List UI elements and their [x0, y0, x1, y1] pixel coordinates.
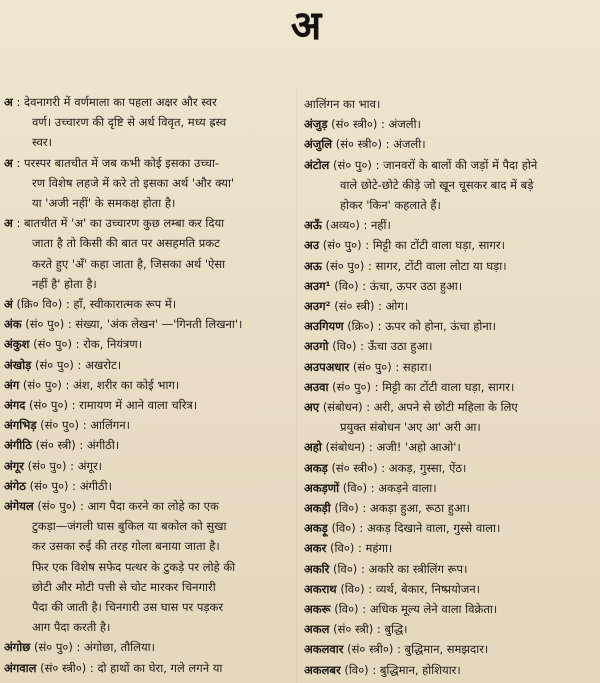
entry-definition-text: (सं० स्त्री) : ओग। — [334, 299, 409, 314]
entry-headword: अकर — [304, 541, 327, 556]
entry-line — [4, 435, 292, 455]
entry-line — [304, 256, 596, 276]
entry-line — [4, 476, 292, 496]
entry-headword: अ — [4, 95, 13, 109]
entry-definition-text: (सं० पु०) : मिट्टी का टोंटी वाला घड़ा, सागर। — [322, 238, 505, 253]
entry-headword: अकल — [304, 622, 330, 637]
dictionary-entry — [4, 153, 292, 214]
entry-definition-text: (सं० पु०) : आग पैदा करने का लोहे का एक — [37, 499, 219, 514]
entry-headword: अकड़णों — [304, 480, 340, 495]
entry-line — [4, 456, 292, 476]
entry-definition-text: (सं० स्त्री०) : अंजली। — [335, 137, 426, 152]
entry-headword: अंगेयल — [4, 499, 34, 514]
entry-line — [304, 639, 596, 659]
entry-definition-text: (सं० स्त्री) : बुद्धि। — [333, 622, 408, 637]
dictionary-entry — [304, 94, 596, 114]
dictionary-entry — [4, 415, 292, 435]
dictionary-entry — [4, 355, 292, 375]
entry-line — [304, 94, 596, 114]
entry-line — [4, 314, 292, 334]
entry-line — [304, 336, 596, 356]
entry-definition-text: (सं० पु०) : सागर, टोंटी वाला लोटा या घड़ा। — [325, 258, 507, 273]
entry-headword: अ — [4, 155, 13, 170]
left-column — [4, 92, 292, 678]
dictionary-entry — [304, 357, 596, 377]
dictionary-entry — [4, 637, 292, 657]
entry-line — [4, 193, 292, 213]
entry-headword: अकलबर — [304, 662, 341, 677]
entry-line — [4, 415, 292, 435]
dictionary-entry — [304, 336, 596, 356]
entry-line — [304, 276, 596, 296]
entry-headword: अकराथ — [304, 581, 337, 596]
entry-line — [304, 538, 596, 558]
entry-line — [4, 92, 292, 112]
entry-headword: अंगभिड़ — [4, 418, 37, 433]
entry-line — [304, 134, 596, 154]
entry-definition-text: आग पैदा करती है। — [32, 620, 111, 635]
entry-line — [4, 254, 292, 274]
entry-headword: अ — [4, 216, 13, 231]
entry-definition-text: (संबोधन) : अजी! 'अहो आओ'। — [325, 440, 461, 455]
entry-line — [304, 377, 596, 397]
dictionary-entry — [304, 276, 596, 296]
entry-definition-text: : देवनागरी में वर्णमाला का पहला अक्षर और स्वर — [16, 95, 217, 109]
entry-definition-text: (संबोधन) : अरी, अपने से छोटी महिला के लिए — [322, 400, 518, 415]
dictionary-entry — [304, 296, 596, 316]
entry-line — [4, 375, 292, 395]
entry-headword: अंगवाल — [4, 660, 37, 675]
entry-headword: अंगूर — [4, 458, 24, 473]
entry-definition-text: (सं० स्त्री) : अंगीठी। — [35, 438, 120, 453]
entry-definition-text: वाले छोटे-छोटे कीड़े जो खून चूसकर बाद में बड़े — [340, 177, 534, 192]
dictionary-entry — [4, 294, 292, 314]
entry-line — [4, 536, 292, 556]
entry-headword: अं — [4, 297, 13, 312]
entry-line — [304, 397, 596, 417]
entry-headword: अंगद — [4, 398, 26, 413]
entry-definition-text: जाता है तो किसी की बात पर असहमति प्रकट — [32, 236, 220, 251]
entry-definition-text: करते हुए 'अँ' कहा जाता है, जिसका अर्थ 'ऐसा — [32, 256, 226, 271]
dictionary-entry — [304, 458, 596, 478]
entry-definition-text: (वि०) : अधिक मूल्य लेने वाला विक्रेता। — [334, 602, 498, 617]
right-column — [304, 94, 596, 680]
entry-headword: अकड़ी — [304, 501, 331, 516]
entry-definition-text: (सं० पु०) : संख्या, 'अंक लेखन' —'गिनती लिखना'। — [25, 317, 243, 332]
entry-definition-text: होकर 'किन' कहलाते हैं। — [340, 198, 441, 213]
entry-headword: अऊँ — [304, 218, 322, 233]
entry-line — [4, 274, 292, 294]
entry-headword: अंगीठि — [4, 438, 32, 453]
entry-definition-text: (सं० पु०) : रोक, नियंत्रण। — [33, 337, 143, 352]
entry-definition-text: (वि०) : ऊंचा, ऊपर उठा हुआ। — [334, 278, 463, 293]
section-letter-heading: अ — [290, 2, 322, 49]
dictionary-entry — [304, 660, 596, 680]
entry-line — [304, 296, 596, 316]
entry-line — [304, 114, 596, 134]
entry-headword: अउगो — [304, 339, 329, 354]
entry-definition-text: (वि०) : अकड़ने वाला। — [342, 480, 437, 495]
entry-definition-text: नहीं है' होता है। — [32, 276, 97, 291]
entry-headword: अकड़ — [304, 460, 328, 475]
dictionary-entry — [304, 316, 596, 336]
entry-definition-text: : परस्पर बातचीत में जब कभी कोई इसका उच्चा- — [16, 155, 220, 170]
entry-definition-text: फिर एक विशेष सफेद पत्थर के टुकड़े पर लोहे की — [32, 559, 236, 574]
entry-definition-text: (सं० स्त्री०) : बुद्धिमान, समझदार। — [347, 642, 489, 657]
entry-definition-text: (सं० पु०) : अंश, शरीर का कोई भाग। — [22, 377, 180, 392]
entry-definition-text: (सं० पु०) : जानवरों के बालों की जड़ों में पैदा होने — [333, 157, 538, 172]
entry-headword: अंजुड़ — [304, 117, 328, 132]
entry-line — [304, 437, 596, 457]
entry-definition-text: पैदा की जाती है। चिनगारी उस घास पर पड़कर — [32, 600, 224, 615]
dictionary-entry — [304, 256, 596, 276]
entry-line — [4, 637, 292, 657]
dictionary-entry — [4, 92, 292, 153]
entry-line — [304, 316, 596, 336]
dictionary-entry — [304, 377, 596, 397]
entry-definition-text: (सं० पु०) : सहारा। — [352, 359, 432, 374]
entry-definition-text: स्वर। — [32, 135, 52, 150]
dictionary-entry — [304, 579, 596, 599]
dictionary-entry — [304, 639, 596, 659]
entry-definition-text: वर्ण। उच्चारण की दृष्टि से अर्ध विवृत, मध्य ह्रस्व — [32, 115, 227, 130]
dictionary-entry — [304, 155, 596, 216]
entry-line — [4, 395, 292, 415]
entry-definition-text: (क्रि०) : ऊपर को होना, ऊंचा होना। — [347, 319, 497, 334]
entry-line — [4, 112, 292, 132]
entry-headword: अऊ — [304, 258, 322, 273]
dictionary-entry — [304, 538, 596, 558]
entry-line — [304, 417, 596, 437]
entry-line — [4, 496, 292, 516]
entry-headword: अकलवार — [304, 642, 344, 657]
entry-line — [4, 557, 292, 577]
dictionary-entry — [4, 456, 292, 476]
entry-headword: अउगियण — [304, 319, 344, 334]
entry-definition-text: (वि०) : ऊँचा उठा हुआ। — [332, 339, 433, 354]
entry-line — [4, 132, 292, 152]
dictionary-entry — [304, 235, 596, 255]
entry-headword: अंजुलि — [304, 137, 333, 152]
entry-headword: अकरि — [304, 561, 330, 576]
entry-headword: अउपअधार — [304, 359, 350, 374]
entry-definition-text: (अव्य०) : नहीं। — [325, 218, 391, 233]
entry-line — [4, 658, 292, 678]
dictionary-entry — [4, 334, 292, 354]
dictionary-entry — [304, 559, 596, 579]
entry-line — [4, 355, 292, 375]
dictionary-entry — [304, 599, 596, 619]
column-gutter — [296, 86, 298, 683]
entry-headword: अंग — [4, 377, 20, 392]
dictionary-entry — [304, 134, 596, 154]
entry-definition-text: प्रयुक्त संबोधन 'अए आ' अरी आ। — [340, 420, 481, 435]
dictionary-entry — [304, 437, 596, 457]
entry-definition-text: (वि०) : व्यर्थ, बेकार, निष्प्रयोजन। — [340, 581, 481, 596]
entry-definition-text: (सं० पु०) : अंगोछा, तौलिया। — [33, 640, 155, 655]
dictionary-entry — [4, 658, 292, 678]
entry-definition-text: (सं० स्त्री०) : अकड़, गुस्सा, ऐंठ। — [331, 460, 467, 475]
entry-line — [304, 498, 596, 518]
dictionary-entry — [4, 395, 292, 415]
entry-line — [304, 518, 596, 538]
entry-definition-text: आलिंगन का भाव। — [304, 97, 381, 111]
dictionary-entry — [304, 478, 596, 498]
dictionary-entry — [4, 435, 292, 455]
entry-definition-text: (सं० पु०) : अखरोट। — [34, 357, 122, 372]
entry-line — [304, 660, 596, 680]
entry-definition-text: टुकड़ा—जंगली घास बुकिल या बकोल को सुखा — [32, 519, 227, 534]
entry-definition-text: (वि०) : महंगा। — [329, 541, 393, 556]
dictionary-entry — [4, 496, 292, 637]
entry-line — [4, 153, 292, 173]
dictionary-entry — [304, 518, 596, 538]
entry-line — [304, 619, 596, 639]
entry-headword: अउग² — [304, 299, 331, 314]
entry-definition-text: (क्रि० वि०) : हाँ, स्वीकारात्मक रूप में। — [16, 297, 177, 312]
entry-line — [304, 478, 596, 498]
entry-line — [304, 357, 596, 377]
entry-line — [304, 579, 596, 599]
dictionary-entry — [304, 619, 596, 639]
entry-line — [304, 235, 596, 255]
entry-headword: अकरू — [304, 602, 331, 617]
entry-line — [304, 458, 596, 478]
entry-headword: अंकुश — [4, 337, 30, 352]
entry-definition-text: (वि०) : बुद्धिमान, होशियार। — [344, 662, 461, 677]
dictionary-entry — [304, 397, 596, 437]
entry-line — [304, 215, 596, 235]
entry-line — [4, 334, 292, 354]
entry-line — [304, 155, 596, 175]
entry-definition-text: (वि०) : अकरि का स्त्रीलिंग रूप। — [332, 561, 468, 576]
entry-line — [304, 599, 596, 619]
dictionary-entry — [304, 114, 596, 134]
entry-definition-text: रण विशेष लहजे में करे तो इसका अर्थ 'और क्या' — [32, 175, 235, 190]
entry-headword: अंखोड़ — [4, 357, 32, 372]
entry-headword: अंक — [4, 317, 22, 332]
entry-headword: अंटोल — [304, 157, 330, 172]
entry-headword: अंगेठ — [4, 478, 26, 493]
dictionary-entry — [4, 375, 292, 395]
entry-definition-text: (सं० पु०) : अंगीठी। — [29, 478, 112, 493]
dictionary-entry — [304, 498, 596, 518]
dictionary-entry — [4, 213, 292, 294]
dictionary-entry — [304, 215, 596, 235]
entry-definition-text: : बातचीत में 'अ' का उच्चारण कुछ लम्बा कर दिया — [16, 216, 225, 231]
entry-definition-text: (वि०) : अकड़ा हुआ, रूठा हुआ। — [334, 501, 470, 516]
entry-headword: अकड़ू — [304, 521, 328, 536]
entry-definition-text: (सं० पु०) : मिट्टी का टोंटी वाला घड़ा, सागर। — [332, 379, 515, 394]
entry-headword: अंगोछ — [4, 640, 31, 655]
entry-definition-text: (सं० स्त्री०) : अंजली। — [331, 117, 421, 132]
entry-line — [4, 233, 292, 253]
entry-headword: अहो — [304, 440, 322, 455]
entry-headword: अउ — [304, 238, 320, 253]
entry-line — [4, 617, 292, 637]
entry-definition-text: (सं० स्त्री०) : दो हाथों का घेरा, गले लगने या — [40, 660, 223, 675]
entry-headword: अउवा — [304, 379, 329, 394]
entry-line — [4, 173, 292, 193]
entry-definition-text: कर उसका रुई की तरह गोला बनाया जाता है। — [32, 539, 220, 554]
entry-definition-text: (सं० पु०) : अंगूर। — [27, 458, 103, 473]
entry-headword: अए — [304, 400, 320, 415]
entry-line — [4, 213, 292, 233]
entry-line — [4, 577, 292, 597]
entry-headword: अउग¹ — [304, 278, 331, 293]
entry-line — [304, 195, 596, 215]
dictionary-entry — [4, 314, 292, 334]
entry-definition-text: (सं० पु०) : आलिंगन। — [40, 418, 130, 433]
entry-line — [304, 175, 596, 195]
entry-line — [4, 597, 292, 617]
entry-line — [304, 559, 596, 579]
entry-line — [4, 294, 292, 314]
entry-definition-text: (सं० पु०) : रामायण में आने वाला चरित्र। — [29, 398, 198, 413]
entry-definition-text: छोटी और मोटी पत्ती से चोट मारकर चिनगारी — [32, 579, 216, 594]
dictionary-entry — [4, 476, 292, 496]
entry-line — [4, 516, 292, 536]
entry-definition-text: (वि०) : अकड़ दिखाने वाला, गुस्से वाला। — [331, 521, 501, 536]
entry-definition-text: या 'अजी नहीं' के समकक्ष होता है। — [32, 196, 176, 211]
